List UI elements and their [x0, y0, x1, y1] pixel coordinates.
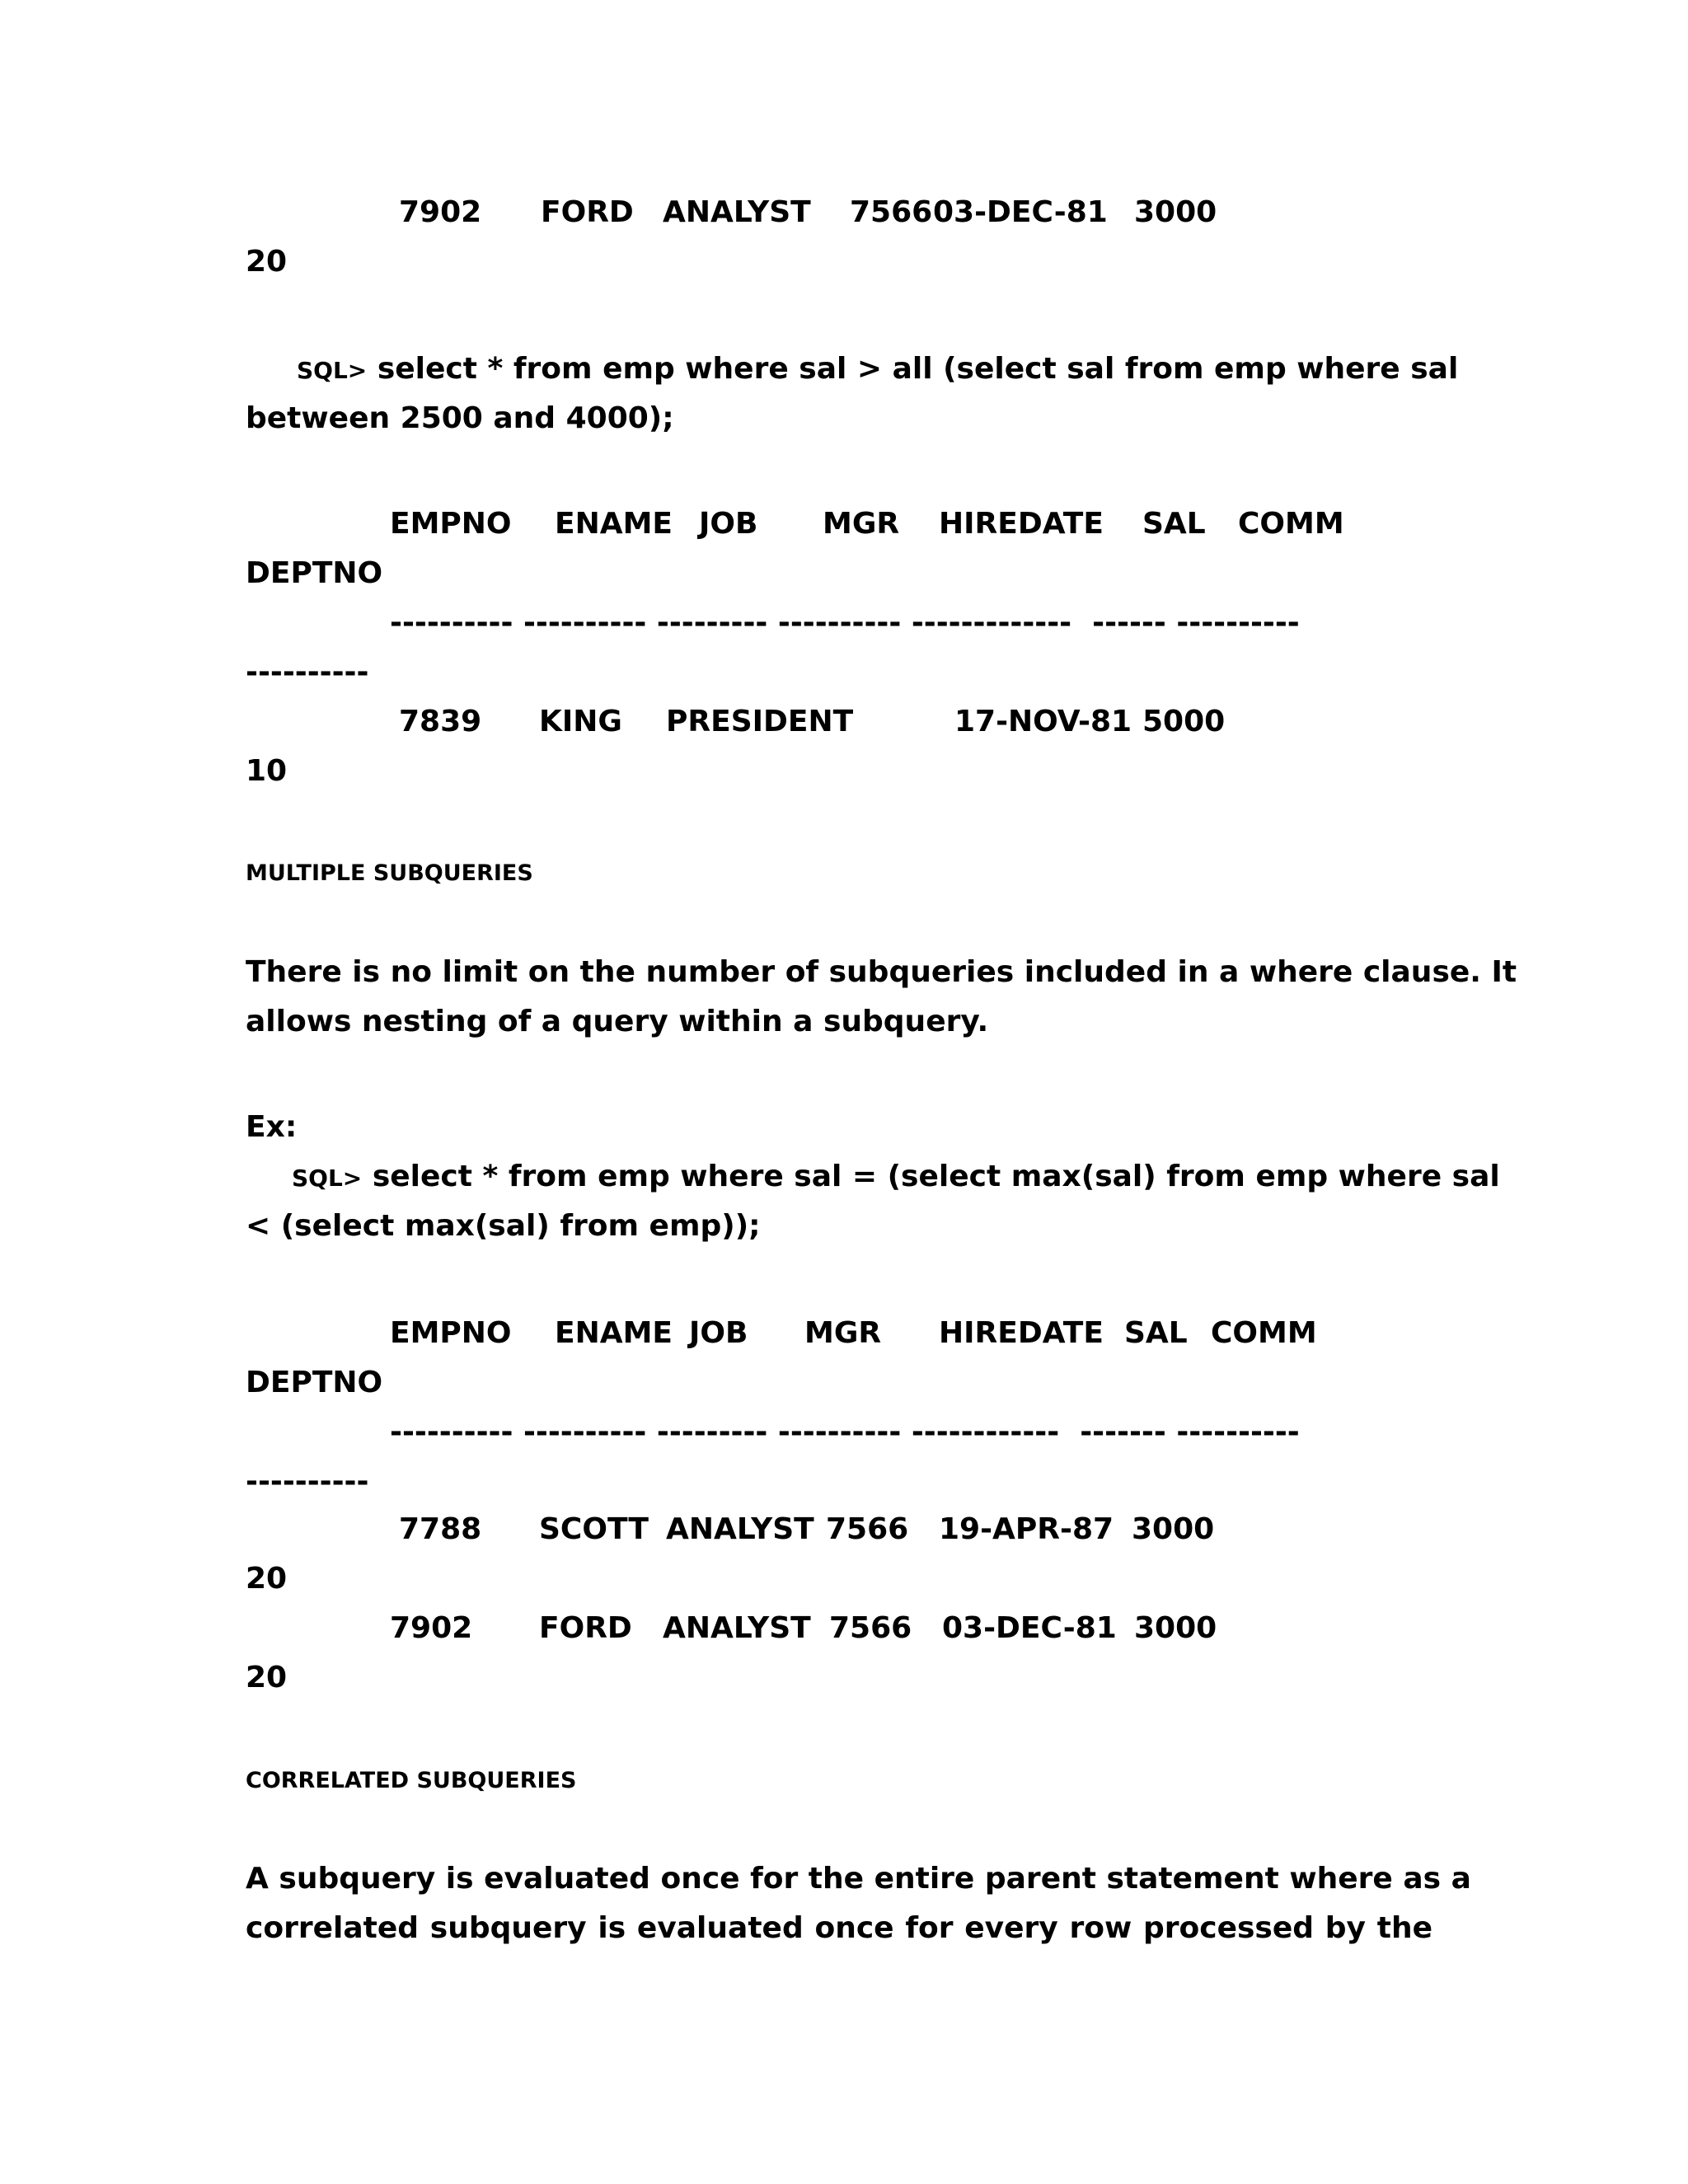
cell-mgr: 7566	[850, 195, 933, 229]
header-sal: SAL	[1124, 1316, 1188, 1350]
header-deptno: DEPTNO	[246, 556, 383, 590]
header-deptno: DEPTNO	[246, 1366, 383, 1399]
cell-sal: 3000	[1132, 1512, 1215, 1546]
sql-text: select * from emp where sal > all (select sal from emp where sal	[377, 352, 1459, 386]
header-hiredate: HIREDATE	[939, 507, 1104, 541]
cell-job: PRESIDENT	[666, 705, 854, 738]
sql-prompt: SQL>	[292, 1165, 363, 1192]
paragraph-line: allows nesting of a query within a subquery.	[246, 1005, 989, 1038]
cell-hiredate: 17-NOV-81	[954, 705, 1132, 738]
header-empno: EMPNO	[390, 507, 512, 541]
cell-ename: FORD	[541, 195, 634, 229]
header-ename: ENAME	[555, 1316, 673, 1350]
header-job: JOB	[699, 507, 758, 541]
header-ename: ENAME	[555, 507, 673, 541]
cell-sal: 5000	[1142, 705, 1226, 738]
cell-deptno: 20	[246, 245, 288, 279]
cell-mgr: 7566	[826, 1512, 909, 1546]
header-empno: EMPNO	[390, 1316, 512, 1350]
cell-mgr: 7566	[829, 1611, 912, 1645]
sql-query-line	[292, 1159, 1500, 1195]
cell-ename: SCOTT	[539, 1512, 649, 1546]
cell-deptno: 10	[246, 754, 288, 788]
header-comm: COMM	[1238, 507, 1344, 541]
header-mgr: MGR	[804, 1316, 882, 1350]
section-heading: MULTIPLE SUBQUERIES	[246, 860, 533, 886]
sql-query-continuation: between 2500 and 4000);	[246, 401, 674, 435]
header-divider: ---------- ---------- --------- ---------- ------------ ------- ----------	[390, 1415, 1300, 1449]
header-mgr: MGR	[823, 507, 900, 541]
cell-ename: KING	[539, 705, 622, 738]
cell-hiredate: 03-DEC-81	[942, 1611, 1117, 1645]
cell-empno: 7839	[399, 705, 482, 738]
paragraph-line: A subquery is evaluated once for the entire parent statement where as a	[246, 1862, 1471, 1896]
cell-ename: FORD	[539, 1611, 632, 1645]
cell-job: ANALYST	[663, 1611, 811, 1645]
cell-job: ANALYST	[666, 1512, 814, 1546]
header-job: JOB	[689, 1316, 748, 1350]
sql-query-continuation: < (select max(sal) from emp));	[246, 1209, 761, 1243]
section-heading: CORRELATED SUBQUERIES	[246, 1768, 577, 1793]
header-divider: ---------- ---------- --------- ---------- ------------- ------ ----------	[390, 606, 1300, 640]
header-divider-tail: ----------	[246, 655, 369, 689]
sql-prompt: SQL>	[297, 357, 368, 384]
cell-job: ANALYST	[663, 195, 811, 229]
cell-hiredate: 03-DEC-81	[933, 195, 1108, 229]
header-sal: SAL	[1142, 507, 1206, 541]
cell-empno: 7902	[399, 195, 482, 229]
cell-deptno: 20	[246, 1562, 288, 1596]
sql-text: select * from emp where sal = (select max(sal) from emp where sal	[372, 1160, 1500, 1193]
header-hiredate: HIREDATE	[939, 1316, 1104, 1350]
cell-hiredate: 19-APR-87	[939, 1512, 1114, 1546]
paragraph-line: There is no limit on the number of subqueries included in a where clause. It	[246, 955, 1517, 989]
cell-empno: 7788	[399, 1512, 482, 1546]
paragraph-line: correlated subquery is evaluated once for every row processed by the	[246, 1911, 1432, 1945]
example-label: Ex:	[246, 1110, 298, 1144]
cell-sal: 3000	[1134, 195, 1217, 229]
cell-empno: 7902	[390, 1611, 473, 1645]
sql-query-line	[297, 351, 1458, 387]
header-comm: COMM	[1211, 1316, 1317, 1350]
cell-deptno: 20	[246, 1661, 288, 1694]
header-divider-tail: ----------	[246, 1465, 369, 1498]
cell-sal: 3000	[1134, 1611, 1217, 1645]
